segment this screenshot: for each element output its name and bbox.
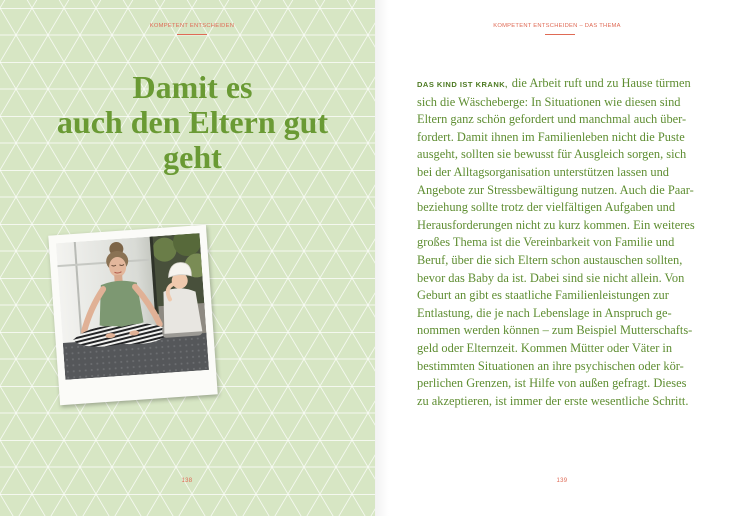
photo-meditation (56, 233, 209, 380)
page-number-right: 139 (556, 478, 568, 484)
body-line: Geburt an gibt es staatliche Familienleistungen zur (417, 288, 669, 303)
body-text (417, 75, 717, 410)
gutter-shadow (375, 0, 389, 516)
body-line: geld oder Elternzeit. Kommen Mütter oder Väter in (417, 340, 673, 355)
running-head-left: KOMPETENT ENTSCHEIDEN (149, 23, 235, 29)
body-line: Entlastung, die je nach Lebenslage in Anspruch ge- (417, 305, 672, 320)
body-line: Beruf, über die sich Eltern schon austauschen sollten, (417, 252, 683, 267)
body-line: ausgeht, sollten sie bewusst für Ausgleich sorgen, sich (417, 147, 687, 162)
first-line-text: die Arbeit ruft und zu Hause türmen (511, 76, 691, 90)
body-line (417, 75, 717, 94)
body-line: Eltern ganz schön gefordert und manchmal auch über- (417, 112, 687, 127)
body-line: bestimmten Situationen an ihre psychischen oder kör- (417, 358, 684, 373)
body-line: fordert. Damit ihnen im Familienleben nicht die Puste (417, 129, 685, 144)
page-number-left: 138 (181, 478, 193, 484)
body-line: bei der Alltagsorganisation unterstützen lassen und (417, 164, 670, 179)
running-head-right: KOMPETENT ENTSCHEIDEN – DAS THEMA (493, 23, 621, 29)
title-line: auch den Eltern gut (56, 104, 329, 140)
body-line: beziehung sollte trotz der vielfältigen Aufgaben und (417, 200, 676, 215)
chapter-title (42, 70, 343, 175)
body-line: bevor das Baby da ist. Dabei sind sie nicht allein. Von (417, 270, 685, 285)
body-line: perlichen Grenzen, ist Hilfe von außen gefragt. Dieses (417, 376, 687, 391)
running-head-rule-left (177, 34, 207, 35)
body-line: Angebote zur Stressbewältigung nutzen. Auch die Paar- (417, 182, 694, 197)
body-line: großes Thema ist die Vereinbarkeit von Familie und (417, 235, 675, 250)
title-line: Damit es (132, 69, 253, 105)
lead-in: DAS KIND IST KRANK, (417, 80, 508, 89)
title-line: geht (163, 139, 222, 175)
body-line: sich die Wäscheberge: In Situationen wie diesen sind (417, 94, 681, 109)
body-line: nommen werden können – zum Beispiel Mutterschafts- (417, 323, 693, 338)
body-line: Herausforderungen nicht zu kurz kommen. Ein weiteres (417, 217, 695, 232)
right-page (375, 0, 750, 516)
polaroid-photo-frame (48, 225, 217, 406)
body-line: zu akzeptieren, ist immer der erste wesentliche Schritt. (417, 393, 689, 408)
running-head-rule-right (545, 34, 575, 35)
